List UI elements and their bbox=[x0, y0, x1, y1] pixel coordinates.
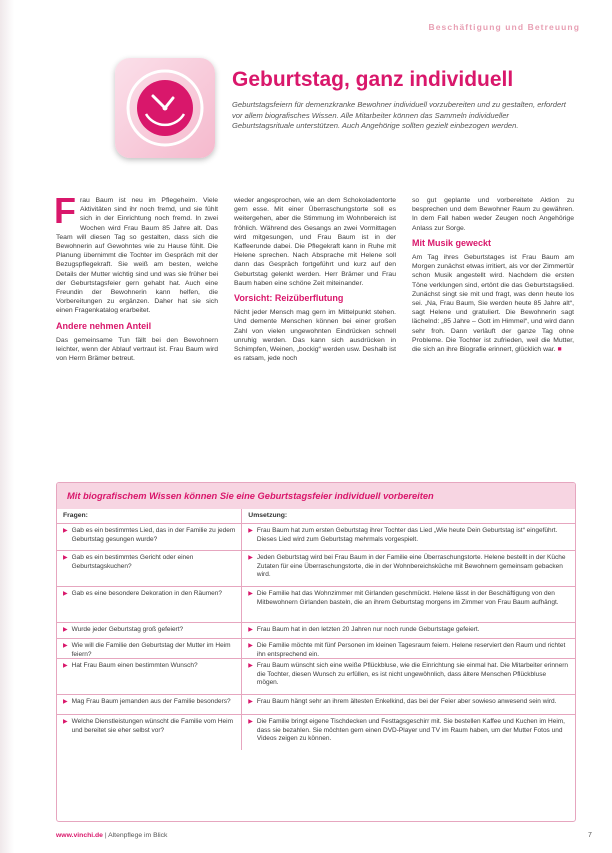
bullet-arrow-icon: ▶ bbox=[248, 591, 253, 597]
bullet-arrow-icon: ▶ bbox=[248, 555, 253, 561]
question-cell bbox=[57, 695, 241, 714]
question-text: Wurde jeder Geburtstag groß gefeiert? bbox=[71, 626, 184, 633]
paragraph: Am Tag ihres Geburtstages ist Frau Baum am Morgen zunächst etwas irritiert, als vor der Zimmertür schon Musik angestellt wird. Nachdem die ersten Töne verklungen sind, ertönt die das Geburtstagslied. Zunächst singt sie mit und fragt, was denn heute los sei. „Na, Frau Baum, Sie werden heute 85 Jahre alt“, sagt Helene und gratuliert. Die Bewohnerin sagt lächelnd: „85 Jahre – Gott im Himmel“, und wird dann sehr froh. Dann verläuft der ganze Tag ohne Probleme. Die Tochter ist zufrieden, weil die Mutter, die sich an ihre Biografie erinnert, glücklich war. ■ bbox=[412, 254, 574, 354]
bullet-arrow-icon: ▶ bbox=[63, 663, 68, 669]
question-text: Gab es eine besondere Dekoration in den Räumen? bbox=[71, 590, 222, 597]
answer-cell bbox=[241, 587, 575, 622]
article-title: Geburtstag, ganz individuell bbox=[232, 68, 514, 91]
question-cell bbox=[57, 524, 241, 550]
clock-icon bbox=[115, 58, 215, 158]
bullet-arrow-icon: ▶ bbox=[248, 528, 253, 534]
bullet-arrow-icon: ▶ bbox=[63, 555, 68, 561]
answer-cell bbox=[241, 551, 575, 586]
table-row bbox=[57, 523, 575, 550]
question-cell bbox=[57, 551, 241, 586]
bullet-arrow-icon: ▶ bbox=[248, 643, 253, 649]
footer-journal: Altenpflege im Blick bbox=[108, 832, 168, 839]
table-row bbox=[57, 622, 575, 638]
drop-cap: F bbox=[54, 190, 76, 231]
category-header: Beschäftigung und Betreuung bbox=[428, 22, 580, 32]
paragraph: Frau Baum ist neu im Pflegeheim. Viele Aktivitäten sind ihr noch fremd, und sie fühlt sich in der Einrichtung noch fremd. In zwei Wochen wird Frau Baum 85 Jahre alt. Das Team will diesen Tag so gestalten, dass sich die Bewohnerin auf Gewohntes wie zu Hause fühlt. Die Planung übernimmt die Tochter im Gespräch mit der Bezugspflegekraft. Sie weiß am besten, welche Details der Mutter wichtig sind und was sie früher bei der Geburtstagsfeier gern gehabt hat. Auch eine Freundin der Bewohnerin kann helfen, die Vorbereitungen zu ergänzen. Daher hat sie sich einen Fragenkatalog erarbeitet. bbox=[54, 190, 218, 315]
bullet-arrow-icon: ▶ bbox=[63, 699, 68, 705]
subheading-mit-musik-geweckt: Mit Musik geweckt bbox=[412, 237, 492, 248]
table-row bbox=[57, 694, 575, 714]
question-cell bbox=[57, 587, 241, 622]
answer-text: Frau Baum wünscht sich eine weiße Pflückbluse, wie die Einrichtung sie einmal hat. Die Mitarbeiter erinnern die Tochter, diesen Wunsch zu erfüllen, es ist nicht ungewöhnlich, dass ältere Menschen Pflückbluse mögen. bbox=[256, 662, 568, 687]
paragraph: so gut geplante und vorbereitete Aktion zu besprechen und dem Bewohner Raum zu gewähren. In dem Fall haben weder Zeugen noch Angehörige Anlass zur Sorge. bbox=[412, 197, 574, 232]
answer-text: Frau Baum hat in den letzten 20 Jahren nur noch runde Geburtstage gefeiert. bbox=[256, 626, 480, 633]
answer-cell bbox=[241, 524, 575, 550]
table-body bbox=[57, 523, 575, 750]
answer-text: Die Familie bringt eigene Tischdecken und Festtagsgeschirr mit. Sie bestellen Kaffee und Kuchen im Heim, dass sie bezahlen. Sie möchten gern einen DVD-Player und TV im Raum haben, um der Mutter Fotos und Videos zeigen zu können. bbox=[256, 718, 565, 743]
question-cell bbox=[57, 659, 241, 694]
table-row bbox=[57, 638, 575, 658]
page-number: 7 bbox=[588, 832, 592, 839]
footer-url: www.vinchi.de bbox=[56, 832, 103, 839]
question-text: Gab es ein bestimmtes Lied, das in der Familie zu jedem Geburtstag gesungen wurde? bbox=[71, 527, 236, 543]
bullet-arrow-icon: ▶ bbox=[248, 663, 253, 669]
end-mark-icon: ■ bbox=[557, 346, 562, 354]
answer-cell bbox=[241, 639, 575, 658]
question-text: Mag Frau Baum jemanden aus der Familie besonders? bbox=[71, 698, 231, 705]
paragraph: Das gemeinsame Tun fällt bei den Bewohnern leichter, wenn der Ablauf vertraut ist. Frau Baum wird von Herrn Brämer betreut. bbox=[56, 336, 218, 363]
paragraph: Nicht jeder Mensch mag gern im Mittelpunkt stehen. Und demente Menschen können bei einer großen Zahl von vielen ungewohnten Eindrücken schnell unruhig werden. Das kann sich ausdrücken in Schimpfen, Weinen, „bockig“ werden usw. Deshalb ist es ratsam, jede noch bbox=[234, 309, 396, 363]
answer-cell bbox=[241, 715, 575, 750]
subheading-vorsicht-reizueberflutung: Vorsicht: Reizüberflutung bbox=[234, 293, 344, 304]
column-1 bbox=[54, 190, 218, 367]
bullet-arrow-icon: ▶ bbox=[248, 699, 253, 705]
subheading-andere-nehmen-anteil: Andere nehmen Anteil bbox=[56, 320, 152, 331]
answer-cell bbox=[241, 623, 575, 638]
answer-cell bbox=[241, 659, 575, 694]
bullet-arrow-icon: ▶ bbox=[63, 719, 68, 725]
table-row bbox=[57, 658, 575, 694]
bullet-arrow-icon: ▶ bbox=[63, 528, 68, 534]
column-2 bbox=[234, 196, 396, 367]
bullet-arrow-icon: ▶ bbox=[248, 719, 253, 725]
column-header-fragen: Fragen: bbox=[63, 512, 88, 519]
question-text: Wie will die Familie den Geburtstag der Mutter im Heim feiern? bbox=[71, 642, 231, 658]
bullet-arrow-icon: ▶ bbox=[248, 627, 253, 633]
answer-text: Frau Baum hat zum ersten Geburtstag ihrer Tochter das Lied „Wie heute Dein Geburtstag ist“ eingeführt. Dieses Lied wird zum Geburtstag mehrmals vorgespielt. bbox=[256, 527, 558, 543]
page-footer: www.vinchi.de | Altenpflege im Blick bbox=[56, 832, 168, 839]
column-3 bbox=[412, 196, 574, 358]
article-body bbox=[54, 190, 574, 432]
bullet-arrow-icon: ▶ bbox=[63, 627, 68, 633]
info-box-title: Mit biografischem Wissen können Sie eine Geburtstagsfeier individuell vorbereiten bbox=[57, 483, 575, 509]
bullet-arrow-icon: ▶ bbox=[63, 643, 68, 649]
question-text: Welche Dienstleistungen wünscht die Familie vom Heim und bereitet sie eher selbst vor? bbox=[71, 718, 233, 734]
table-row bbox=[57, 714, 575, 750]
table-row bbox=[57, 586, 575, 622]
answer-text: Die Familie hat das Wohnzimmer mit Girlanden geschmückt. Helene lässt in der Beschäftigung von den Mitbewohnern Girlanden basteln, die an ihrem Geburtstag morgens im Zimmer von Frau Baum aufhängt. bbox=[256, 590, 559, 606]
table-row bbox=[57, 550, 575, 586]
question-text: Gab es ein bestimmtes Gericht oder einen Geburtstagskuchen? bbox=[71, 554, 194, 570]
question-text: Hat Frau Baum einen bestimmten Wunsch? bbox=[71, 662, 198, 669]
question-cell bbox=[57, 623, 241, 638]
table-header bbox=[57, 509, 575, 523]
answer-text: Jeden Geburtstag wird bei Frau Baum in der Familie eine Überraschungstorte. Helene bestellt in der Küche Zutaten für eine Überraschungstorte, die in der Wohnbereichsküche mit Bewohnern gemeinsam gebacken wird. bbox=[256, 554, 566, 579]
answer-text: Frau Baum hängt sehr an ihrem ältesten Enkelkind, das bei der Feier aber sowieso anwesend sein wird. bbox=[256, 698, 557, 705]
question-cell bbox=[57, 639, 241, 658]
article-lead: Geburtstagsfeiern für demenzkranke Bewohner individuell vorzubereiten und zu gestalten, erfordert vor allem biografisches Wissen. Alle Mitarbeiter können das Sammeln individueller Geburtstagsrituale unterstützen. Auch Angehörige sollten gezielt einbezogen werden. bbox=[232, 100, 566, 130]
paragraph: wieder angesprochen, wie an dem Schokoladentorte gern esse. Mit einer Überraschungstorte soll es weitergehen, aber die Stimmung im Wohnbereich ist fröhlich. Während des Gesangs an zwei Vormittagen wird mitgesungen, und Frau Baum ist in der Kaffeerunde dabei. Die Pflegekraft kann in Ruhe mit Helene sprechen. Nach Absprache mit Helene soll dann das Gespräch fortgeführt und kurz auf den Geburtstag gelenkt werden. Herr Brämer und Frau Baum haben eine schöne Zeit miteinander. bbox=[234, 197, 396, 287]
bullet-arrow-icon: ▶ bbox=[63, 591, 68, 597]
info-box bbox=[56, 482, 576, 822]
answer-text: Die Familie möchte mit fünf Personen im kleinen Tagesraum feiern. Helene reserviert den Raum und richtet ihn entsprechend ein. bbox=[256, 642, 566, 658]
question-cell bbox=[57, 715, 241, 750]
column-header-umsetzung: Umsetzung: bbox=[241, 509, 575, 523]
page-edge-shadow bbox=[0, 0, 14, 853]
answer-cell bbox=[241, 695, 575, 714]
